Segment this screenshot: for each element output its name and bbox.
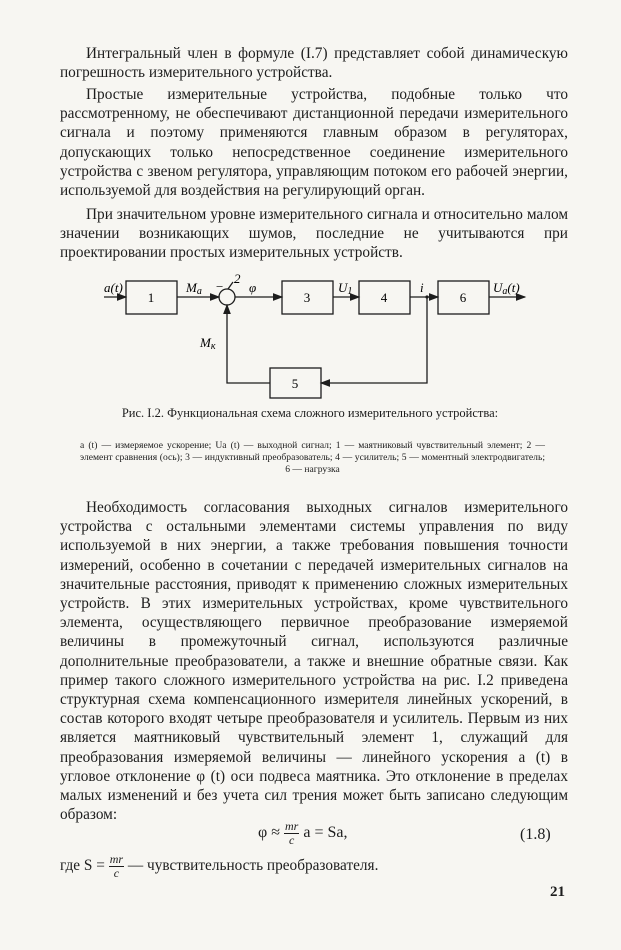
figure-caption: Рис. I.2. Функциональная схема сложного измерительного устройства: xyxy=(121,406,499,420)
block-1-label: 1 xyxy=(147,290,155,305)
formula-1-8 xyxy=(0,820,621,854)
figure-caption-note: a (t) — измеряемое ускорение; Ua (t) — выходной сигнал; 1 — маятниковый чувствительный элемент; 2 — элемент сравнения (ось); 3 — индуктивный преобразователь; 4 — усилитель; 5 — моментный электродвигатель; 6 — нагрузка xyxy=(80,440,545,475)
signal-ma-label: Ma xyxy=(186,280,202,297)
where-line xyxy=(60,853,378,880)
paragraph-1: Интегральный член в формуле (I.7) представляет собой динамическую погрешность измерительного устройства. xyxy=(60,45,568,82)
paragraph-2: Простые измерительные устройства, подобные только что рассмотренному, не обеспечивают дистанционной передачи измерительного сигнала и поэтому применяются главным образом в регуляторах, допускающих только непосредственное соединение измерительного устройства с звеном регулятора, управляющим потоком его рабочей энергии, используемой для воздействия на регулирующий орган. xyxy=(60,86,568,200)
block-5-label: 5 xyxy=(291,376,299,391)
signal-i-label: i xyxy=(420,280,424,295)
formula-rhs: a = Sa, xyxy=(303,824,348,842)
signal-u1-label: U1 xyxy=(338,280,353,297)
paragraph-4: Необходимость согласования выходных сигналов измерительного устройства с остальными элементами системы управления по виду используемой в них энергии, а также требования повышения точности измерений, особенно в сочетании с передачей измерительных сигналов на значительные расстояния, приводят к применению сложных измерительных устройств. В этих измерительных устройствах, кроме чувствительного элемента, осуществляющего первичное преобразование измеряемой величины в промежуточный сигнал, используются различные дополнительные преобразователи, а также и внешние обратные связи. Как пример такого сложного измерительного устройства на рис. I.2 приведена структурная схема компенсационного измерителя линейных ускорений, в состав которого входят четыре преобразователя и усилитель. Первым из них является маятниковый чувствительный элемент 1, служащий для преобразования измеряемой величины — линейного ускорения a (t) в угловое отклонение φ (t) оси подвеса маятника. Это отклонение в пределах малых изменений и без учета сил трения может быть записано следующим образом: xyxy=(60,499,568,824)
input-label: a(t) xyxy=(104,280,123,295)
comparator-label: 2 xyxy=(234,271,241,286)
formula-lhs: φ ≈ xyxy=(258,824,281,842)
feedback-label: Mк xyxy=(200,335,216,352)
formula-fraction: $\frac{mr}{c}$ xyxy=(285,819,299,847)
where-prefix: где S = xyxy=(60,857,105,875)
minus-sign: − xyxy=(216,279,224,294)
block-3-label: 3 xyxy=(303,290,311,305)
where-suffix: — чувствительность преобразователя. xyxy=(127,857,379,875)
signal-phi-label: φ xyxy=(249,280,257,295)
page-number: 21 xyxy=(550,884,565,900)
block-4-label: 4 xyxy=(380,290,388,305)
paragraph-3: При значительном уровне измерительного сигнала и относительно малом значении возникающих шумов, последние не учитываются при проектировании простых измерительных устройств. xyxy=(60,206,568,262)
formula-number: (1.8) xyxy=(520,826,551,843)
block-6-label: 6 xyxy=(459,290,467,305)
output-label: Ua(t) xyxy=(493,280,520,297)
functional-diagram xyxy=(0,0,621,400)
where-fraction: $\frac{mr}{c}$ xyxy=(109,852,124,880)
